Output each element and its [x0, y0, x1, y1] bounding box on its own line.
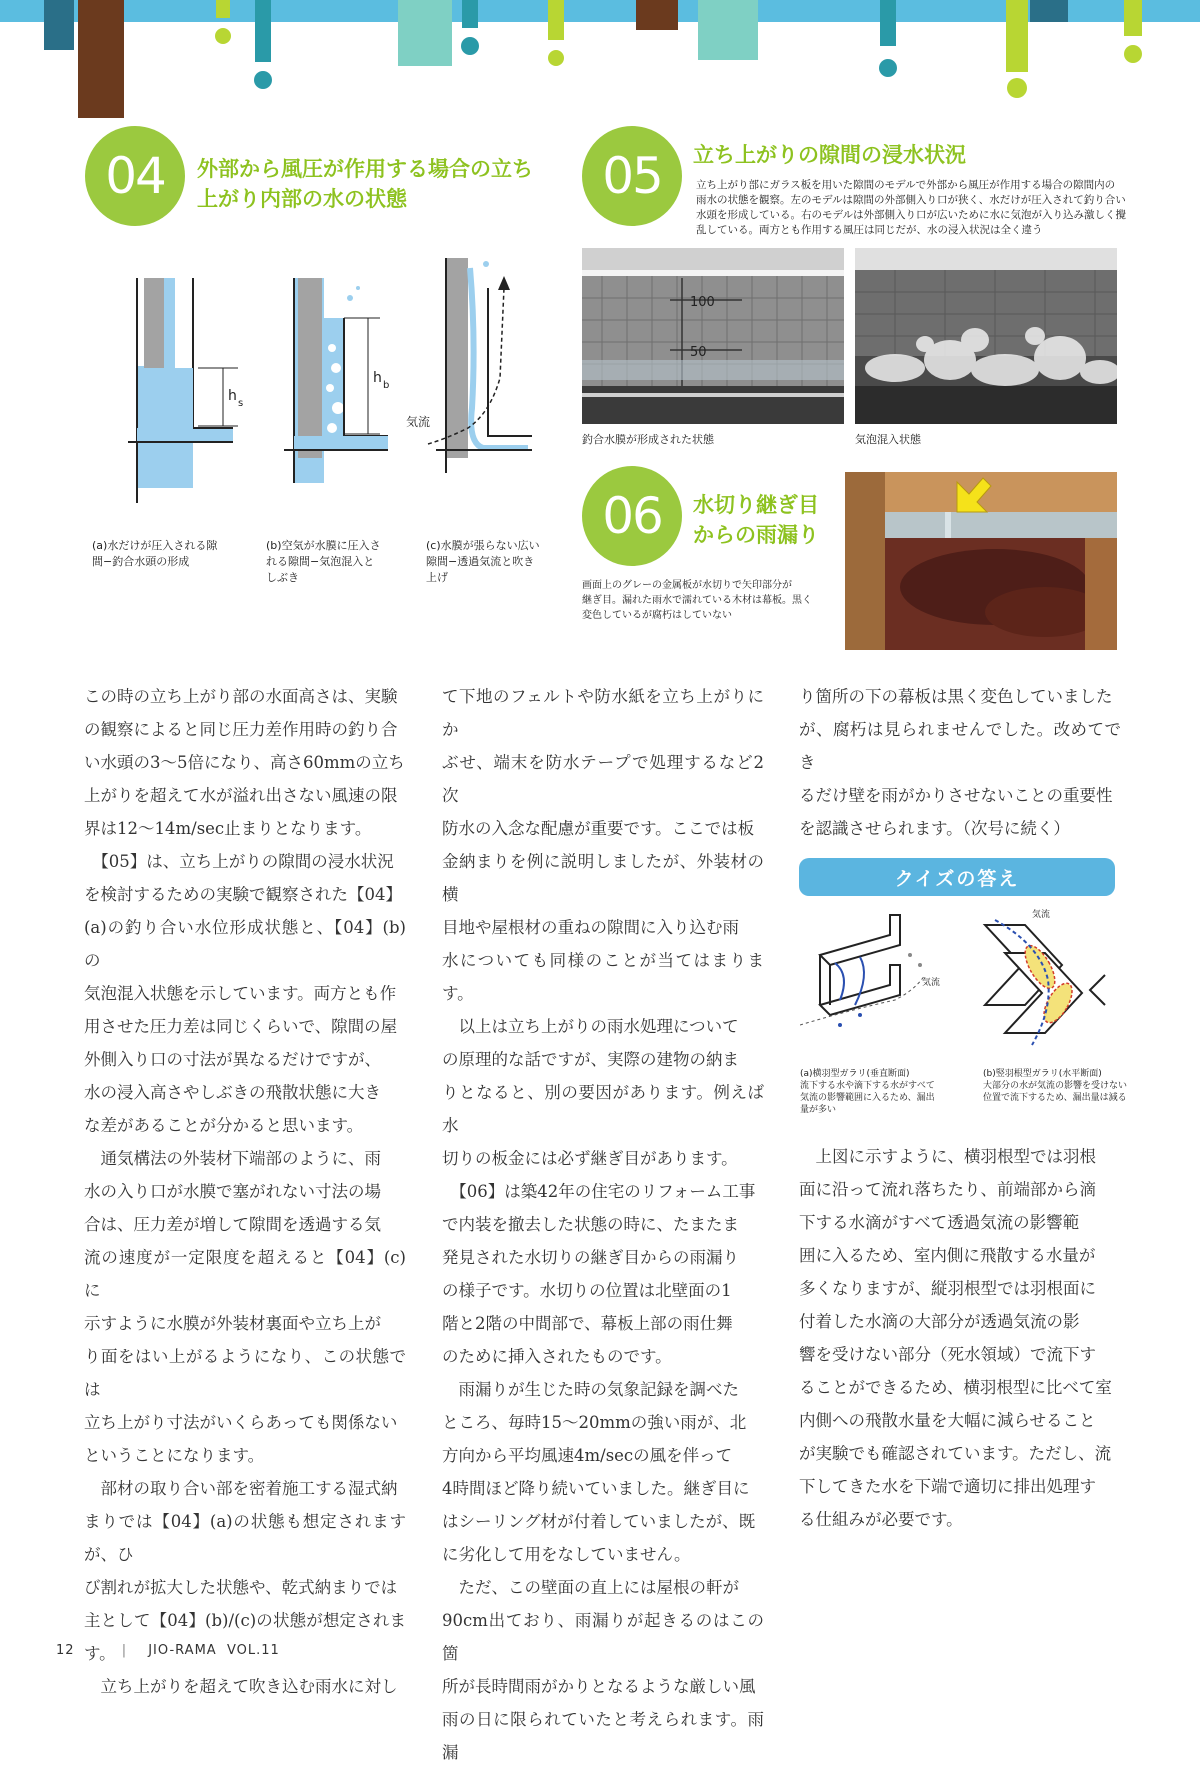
photo-water-film	[582, 248, 844, 424]
svg-text:気流: 気流	[922, 978, 941, 988]
caption-04-b: (b)空気が水膜に圧入さ れる隙間−気泡混入と しぶき	[266, 539, 381, 584]
quiz-caption-b: (b)竪羽根型ガラリ(水平断面) 大部分の水が気流の影響を受けない 位置で流下するため、漏出量は減る	[983, 1069, 1128, 1103]
svg-text:気流: 気流	[1032, 910, 1051, 920]
page-number: 12	[56, 1643, 75, 1658]
top-banner	[0, 0, 1200, 130]
caption-04-a: (a)水だけが圧入される隙 間−釣合水頭の形成	[92, 539, 218, 568]
body-column-1: この時の立ち上がり部の水面高さは、実験 の観察によると同じ圧力差作用時の釣り合 い水頭の3〜5倍になり、高さ60mmの立ち 上がりを超えて水が溢れ出さない風速の限 界は12〜14m/sec止まりとなります。 【05】は、立ち上がりの隙間の浸水状況 を検討するための実験で観察された【04】 (a)の釣り合い水位形成状態と、【04】(b)の 気泡混入状態を示しています。両方とも作 用させた圧力差は同じくらいで、隙間の屋 外側入り口の寸法が異なるだけですが、 水の浸入高さやしぶきの飛散状態に大き な差があることが分かると思います。 通気構法の外装材下端部のように、雨 水の入り口が水膜で塞がれない寸法の場 合は、圧力差が増して隙間を透過する気 流の速度が一定限度を超えると【04】(c)に 示すように水膜が外装材裏面や立ち上が り面をはい上がるようになり、この状態では 立ち上がり寸法がいくらあっても関係ない ということになります。 部材の取り合い部を密着施工する湿式納 まりでは【04】(a)の状態も想定されますが、ひ び割れが拡大した状態や、乾式納まりでは 主として【04】(b)/(c)の状態が想定されます。 立ち上がりを超えて吹き込む雨水に対し	[84, 687, 406, 1696]
quiz-diagram-a	[800, 915, 940, 1027]
caption-05-left: 釣合水膜が形成された状態	[582, 433, 714, 446]
page-footer	[56, 1643, 280, 1658]
caption-05-right: 気泡混入状態	[855, 433, 921, 446]
diagram-b	[284, 278, 389, 483]
caption-04-c: (c)水膜が張らない広い 隙間−透過気流と吹き 上げ	[426, 539, 540, 584]
section-05-title: 立ち上がりの隙間の浸水状況	[693, 143, 966, 167]
svg-text:b: b	[383, 380, 390, 391]
footer-separator: |	[121, 1643, 128, 1658]
quiz-diagram-b	[985, 908, 1105, 1045]
svg-text:気流: 気流	[406, 415, 431, 429]
magazine-name: JIO-RAMA VOL.11	[148, 1643, 280, 1658]
section-06-description: 画面上のグレーの金属板が水切りで矢印部分が 継ぎ目。漏れた雨水で濡れている木材は幕板。黒く 変色しているが腐朽はしていない	[582, 580, 812, 621]
quiz-diagram	[800, 905, 1130, 1065]
photo-bubble-mix	[855, 248, 1117, 424]
quiz-answer-header: クイズの答え	[799, 858, 1115, 896]
quiz-caption-a: (a)横羽型ガラリ(垂直断面) 流下する水や滴下する水がすべて 気流の影響範囲に入るため、漏出 量が多い	[800, 1069, 935, 1115]
photo-flashing-joint	[845, 472, 1117, 650]
svg-text:h: h	[228, 388, 237, 404]
section-04-title: 外部から風圧が作用する場合の立ち 上がり内部の水の状態	[197, 157, 533, 211]
section-04-number: 04	[85, 126, 185, 226]
svg-text:50: 50	[690, 345, 707, 360]
diagram-a	[128, 258, 243, 503]
svg-text:100: 100	[690, 295, 715, 310]
section-04-diagram	[88, 258, 558, 508]
body-column-3-bottom: 上図に示すように、横羽根型では羽根 面に沿って流れ落ちたり、前端部から滴 下する水滴がすべて透過気流の影響範 囲に入るため、室内側に飛散する水量が 多くなりますが、縦羽根型では羽根面に 付着した水滴の大部分が透過気流の影 響を受けない部分（死水領域）で流下す ることができるため、横羽根型に比べて室 内側への飛散水量を大幅に減らせること が実験でも確認されています。ただし、流 下してきた水を下端で適切に排出処理す る仕組みが必要です。	[799, 1147, 1112, 1529]
body-column-3-top: り箇所の下の幕板は黒く変色していました が、腐朽は見られませんでした。改めてでき るだけ壁を雨がかりさせないことの重要性 を認識させられます。（次号に続く）	[799, 687, 1121, 838]
section-06-number: 06	[582, 466, 682, 566]
svg-text:h: h	[373, 370, 382, 386]
section-06-title: 水切り継ぎ目 からの雨漏り	[693, 493, 819, 547]
svg-text:s: s	[238, 398, 244, 409]
section-05-description: 立ち上がり部にガラス板を用いた隙間のモデルで外部から風圧が作用する場合の隙間内の 雨水の状態を観察。左のモデルは隙間の外部側入り口が狭く、水だけが圧入されて釣り合い 水頭を形成している。右のモデルは外部側入り口が広いために水に気泡が入り込み激しく攪 乱している。両方とも作用する風圧は同じだが、水の浸入状況は全く違う	[696, 179, 1126, 236]
body-column-2: て下地のフェルトや防水紙を立ち上がりにか ぶせ、端末を防水テープで処理するなど2次 防水の入念な配慮が重要です。ここでは板 金納まりを例に説明しましたが、外装材の横 目地や屋根材の重ねの隙間に入り込む雨 水についても同様のことが当てはまります。 以上は立ち上がりの雨水処理について の原理的な話ですが、実際の建物の納ま りとなると、別の要因があります。例えば水 切りの板金には必ず継ぎ目があります。 【06】は築42年の住宅のリフォーム工事 で内装を撤去した状態の時に、たまたま 発見された水切りの継ぎ目からの雨漏り の様子です。水切りの位置は北壁面の1 階と2階の中間部で、幕板上部の雨仕舞 のために挿入されたものです。 雨漏りが生じた時の気象記録を調べた ところ、毎時15〜20mmの強い雨が、北 方向から平均風速4m/secの風を伴って 4時間ほど降り続いていました。継ぎ目に はシーリング材が付着していましたが、既 に劣化して用をなしていません。 ただ、この壁面の直上には屋根の軒が 90cm出ており、雨漏りが起きるのはこの箇 所が長時間雨がかりとなるような厳しい風 雨の日に限られていたと考えられます。雨漏	[442, 687, 764, 1762]
section-05-number: 05	[582, 126, 682, 226]
diagram-c	[406, 258, 532, 473]
